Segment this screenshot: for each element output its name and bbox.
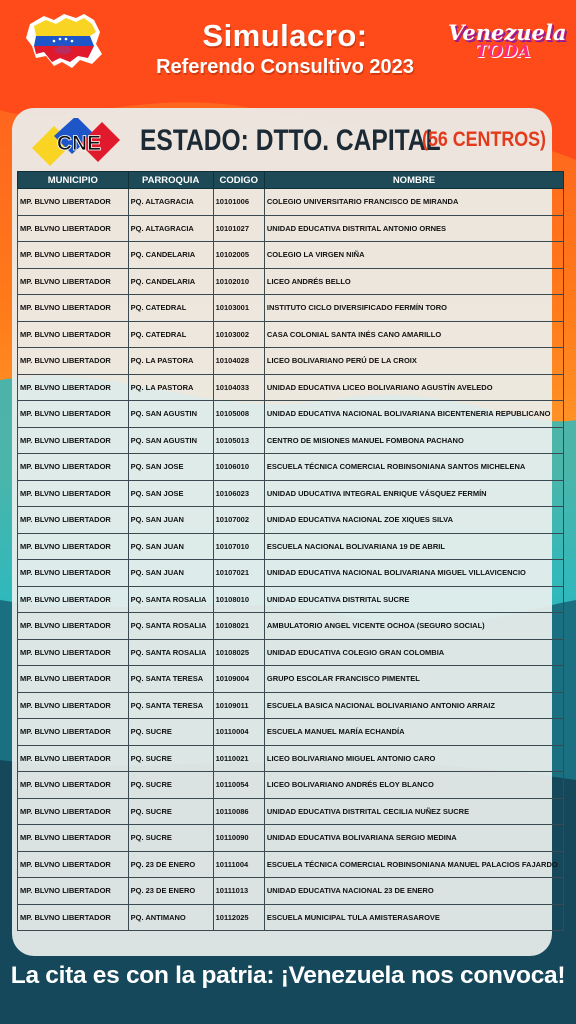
cell-parroquia: PQ. SUCRE: [128, 745, 213, 772]
cell-nombre: UNIDAD EDUCATIVA NACIONAL 23 DE ENERO: [264, 878, 563, 905]
cell-municipio: MP. BLVNO LIBERTADOR: [18, 295, 129, 322]
cell-municipio: MP. BLVNO LIBERTADOR: [18, 348, 129, 375]
cell-codigo: 10101006: [213, 189, 264, 216]
cell-codigo: 10110090: [213, 825, 264, 852]
cell-parroquia: PQ. CATEDRAL: [128, 321, 213, 348]
cell-nombre: ESCUELA MANUEL MARÍA ECHANDÍA: [264, 719, 563, 746]
table-row: [18, 878, 564, 905]
brand-logo: [448, 20, 567, 62]
cell-codigo: 10105013: [213, 427, 264, 454]
cell-municipio: MP. BLVNO LIBERTADOR: [18, 374, 129, 401]
cell-nombre: LICEO ANDRÉS BELLO: [264, 268, 563, 295]
cell-codigo: 10103001: [213, 295, 264, 322]
cell-parroquia: PQ. SUCRE: [128, 772, 213, 799]
cell-codigo: 10102010: [213, 268, 264, 295]
table-row: [18, 560, 564, 587]
cell-municipio: MP. BLVNO LIBERTADOR: [18, 798, 129, 825]
cell-parroquia: PQ. 23 DE ENERO: [128, 851, 213, 878]
table-row: [18, 295, 564, 322]
cell-nombre: ESCUELA TÉCNICA COMERCIAL ROBINSONIANA SANTOS MICHELENA: [264, 454, 563, 481]
cell-codigo: 10107002: [213, 507, 264, 534]
table-row: [18, 215, 564, 242]
cell-municipio: MP. BLVNO LIBERTADOR: [18, 215, 129, 242]
cell-municipio: MP. BLVNO LIBERTADOR: [18, 692, 129, 719]
cell-municipio: MP. BLVNO LIBERTADOR: [18, 745, 129, 772]
cell-municipio: MP. BLVNO LIBERTADOR: [18, 851, 129, 878]
table-row: [18, 242, 564, 269]
table-row: [18, 321, 564, 348]
cell-codigo: 10107021: [213, 560, 264, 587]
cell-municipio: MP. BLVNO LIBERTADOR: [18, 507, 129, 534]
cell-municipio: MP. BLVNO LIBERTADOR: [18, 904, 129, 931]
centers-table: [17, 171, 564, 931]
table-row: [18, 507, 564, 534]
table-row: [18, 454, 564, 481]
table-row: [18, 666, 564, 693]
cell-codigo: 10103002: [213, 321, 264, 348]
cell-parroquia: PQ. SAN AGUSTIN: [128, 427, 213, 454]
cell-parroquia: PQ. SUCRE: [128, 825, 213, 852]
cell-codigo: 10108025: [213, 639, 264, 666]
cell-codigo: 10111013: [213, 878, 264, 905]
cne-logo: [32, 118, 127, 168]
centros-count: (56 CENTROS): [422, 128, 546, 151]
table-row: [18, 825, 564, 852]
cell-parroquia: PQ. ALTAGRACIA: [128, 215, 213, 242]
table-row: [18, 427, 564, 454]
cell-nombre: INSTITUTO CICLO DIVERSIFICADO FERMÍN TORO: [264, 295, 563, 322]
cell-nombre: UNIDAD EDUCATIVA DISTRITAL SUCRE: [264, 586, 563, 613]
table-row: [18, 904, 564, 931]
venezuela-map-logo: [24, 10, 106, 72]
cell-codigo: 10110004: [213, 719, 264, 746]
cell-parroquia: PQ. CATEDRAL: [128, 295, 213, 322]
cell-municipio: MP. BLVNO LIBERTADOR: [18, 560, 129, 587]
table-row: [18, 189, 564, 216]
cell-nombre: COLEGIO LA VIRGEN NIÑA: [264, 242, 563, 269]
table-row: [18, 480, 564, 507]
cell-nombre: UNIDAD EDUCATIVA LICEO BOLIVARIANO AGUSTÍN AVELEDO: [264, 374, 563, 401]
cell-parroquia: PQ. SAN JUAN: [128, 507, 213, 534]
cell-parroquia: PQ. SAN JOSE: [128, 454, 213, 481]
cell-parroquia: PQ. SANTA ROSALIA: [128, 613, 213, 640]
centers-card: [12, 108, 558, 956]
cell-codigo: 10110054: [213, 772, 264, 799]
cell-municipio: MP. BLVNO LIBERTADOR: [18, 480, 129, 507]
cell-codigo: 10109004: [213, 666, 264, 693]
table-row: [18, 719, 564, 746]
cell-nombre: UNIDAD EDUCATIVA NACIONAL ZOE XIQUES SILVA: [264, 507, 563, 534]
title-line-1: Simulacro:: [202, 18, 368, 53]
cell-parroquia: PQ. ANTIMANO: [128, 904, 213, 931]
table-header-row: [18, 172, 564, 189]
cell-parroquia: PQ. ALTAGRACIA: [128, 189, 213, 216]
footer-slogan: La cita es con la patria: ¡Venezuela nos convoca!: [10, 962, 566, 989]
cell-nombre: UNIDAD EDUCATIVA NACIONAL BOLIVARIANA BICENTENERIA REPUBLICANO: [264, 401, 563, 428]
cell-municipio: MP. BLVNO LIBERTADOR: [18, 586, 129, 613]
cell-nombre: UNIDAD EDUCATIVA BOLIVARIANA SERGIO MEDINA: [264, 825, 563, 852]
table-row: [18, 268, 564, 295]
cell-nombre: UNIDAD EDUCATIVA COLEGIO GRAN COLOMBIA: [264, 639, 563, 666]
cell-municipio: MP. BLVNO LIBERTADOR: [18, 613, 129, 640]
cell-municipio: MP. BLVNO LIBERTADOR: [18, 321, 129, 348]
cell-municipio: MP. BLVNO LIBERTADOR: [18, 454, 129, 481]
estado-heading: ESTADO: DTTO. CAPITAL: [140, 124, 441, 157]
cell-codigo: 10107010: [213, 533, 264, 560]
title-line-2: Referendo Consultivo 2023: [156, 56, 414, 78]
table-row: [18, 348, 564, 375]
column-header-municipio: MUNICIPIO: [18, 172, 129, 189]
cell-nombre: UNIDAD UDUCATIVA INTEGRAL ENRIQUE VÁSQUEZ FERMÍN: [264, 480, 563, 507]
cell-municipio: MP. BLVNO LIBERTADOR: [18, 639, 129, 666]
cell-parroquia: PQ. SUCRE: [128, 719, 213, 746]
cell-parroquia: PQ. LA PASTORA: [128, 374, 213, 401]
cell-municipio: MP. BLVNO LIBERTADOR: [18, 268, 129, 295]
cell-parroquia: PQ. CANDELARIA: [128, 268, 213, 295]
cell-municipio: MP. BLVNO LIBERTADOR: [18, 825, 129, 852]
cell-parroquia: PQ. 23 DE ENERO: [128, 878, 213, 905]
cell-nombre: UNIDAD EDUCATIVA DISTRITAL CECILIA NUÑEZ SUCRE: [264, 798, 563, 825]
cell-nombre: ESCUELA NACIONAL BOLIVARIANA 19 DE ABRIL: [264, 533, 563, 560]
cell-parroquia: PQ. SAN JUAN: [128, 560, 213, 587]
cell-nombre: LICEO BOLIVARIANO PERÚ DE LA CROIX: [264, 348, 563, 375]
cell-municipio: MP. BLVNO LIBERTADOR: [18, 772, 129, 799]
cell-nombre: UNIDAD EDUCATIVA DISTRITAL ANTONIO ORNES: [264, 215, 563, 242]
cell-nombre: GRUPO ESCOLAR FRANCISCO PIMENTEL: [264, 666, 563, 693]
cell-codigo: 10106010: [213, 454, 264, 481]
cell-municipio: MP. BLVNO LIBERTADOR: [18, 427, 129, 454]
cell-parroquia: PQ. LA PASTORA: [128, 348, 213, 375]
cell-nombre: AMBULATORIO ANGEL VICENTE OCHOA (SEGURO SOCIAL): [264, 613, 563, 640]
cne-logo-text: CNE: [56, 132, 102, 155]
column-header-nombre: NOMBRE: [264, 172, 563, 189]
cell-parroquia: PQ. CANDELARIA: [128, 242, 213, 269]
table-row: [18, 374, 564, 401]
cell-nombre: LICEO BOLIVARIANO ANDRÉS ELOY BLANCO: [264, 772, 563, 799]
cell-nombre: CASA COLONIAL SANTA INÉS CANO AMARILLO: [264, 321, 563, 348]
cell-nombre: LICEO BOLIVARIANO MIGUEL ANTONIO CARO: [264, 745, 563, 772]
cell-codigo: 10108021: [213, 613, 264, 640]
table-row: [18, 401, 564, 428]
page-title: [150, 18, 420, 79]
table-row: [18, 639, 564, 666]
cell-parroquia: PQ. SANTA TERESA: [128, 692, 213, 719]
table-row: [18, 772, 564, 799]
header: [0, 0, 576, 110]
table-row: [18, 586, 564, 613]
cell-codigo: 10104033: [213, 374, 264, 401]
table-row: [18, 798, 564, 825]
cell-codigo: 10109011: [213, 692, 264, 719]
brand-line-1: Venezuela: [448, 20, 567, 45]
table-body: [18, 189, 564, 931]
cell-codigo: 10102005: [213, 242, 264, 269]
table-row: [18, 851, 564, 878]
cell-parroquia: PQ. SANTA ROSALIA: [128, 639, 213, 666]
cell-municipio: MP. BLVNO LIBERTADOR: [18, 242, 129, 269]
cell-municipio: MP. BLVNO LIBERTADOR: [18, 878, 129, 905]
brand-line-2: TODA: [475, 42, 531, 62]
cell-municipio: MP. BLVNO LIBERTADOR: [18, 719, 129, 746]
column-header-codigo: CODIGO: [213, 172, 264, 189]
cell-municipio: MP. BLVNO LIBERTADOR: [18, 401, 129, 428]
cell-codigo: 10110086: [213, 798, 264, 825]
cell-codigo: 10104028: [213, 348, 264, 375]
cell-municipio: MP. BLVNO LIBERTADOR: [18, 189, 129, 216]
cell-codigo: 10111004: [213, 851, 264, 878]
cell-parroquia: PQ. SAN JOSE: [128, 480, 213, 507]
cell-nombre: ESCUELA MUNICIPAL TULA AMISTERASAROVE: [264, 904, 563, 931]
table-row: [18, 613, 564, 640]
cell-codigo: 10108010: [213, 586, 264, 613]
cell-municipio: MP. BLVNO LIBERTADOR: [18, 666, 129, 693]
cell-parroquia: PQ. SANTA ROSALIA: [128, 586, 213, 613]
cell-municipio: MP. BLVNO LIBERTADOR: [18, 533, 129, 560]
cell-nombre: CENTRO DE MISIONES MANUEL FOMBONA PACHANO: [264, 427, 563, 454]
column-header-parroquia: PARROQUIA: [128, 172, 213, 189]
table-row: [18, 533, 564, 560]
cell-nombre: ESCUELA TÉCNICA COMERCIAL ROBINSONIANA MANUEL PALACIOS FAJARDO: [264, 851, 563, 878]
cell-codigo: 10101027: [213, 215, 264, 242]
cell-parroquia: PQ. SUCRE: [128, 798, 213, 825]
table-row: [18, 745, 564, 772]
cell-parroquia: PQ. SAN JUAN: [128, 533, 213, 560]
cell-parroquia: PQ. SAN AGUSTIN: [128, 401, 213, 428]
cell-codigo: 10110021: [213, 745, 264, 772]
cell-codigo: 10105008: [213, 401, 264, 428]
cell-nombre: ESCUELA BASICA NACIONAL BOLIVARIANO ANTONIO ARRAIZ: [264, 692, 563, 719]
cell-nombre: UNIDAD EDUCATIVA NACIONAL BOLIVARIANA MIGUEL VILLAVICENCIO: [264, 560, 563, 587]
cell-codigo: 10112025: [213, 904, 264, 931]
table-row: [18, 692, 564, 719]
cell-nombre: COLEGIO UNIVERSITARIO FRANCISCO DE MIRANDA: [264, 189, 563, 216]
cell-parroquia: PQ. SANTA TERESA: [128, 666, 213, 693]
cell-codigo: 10106023: [213, 480, 264, 507]
